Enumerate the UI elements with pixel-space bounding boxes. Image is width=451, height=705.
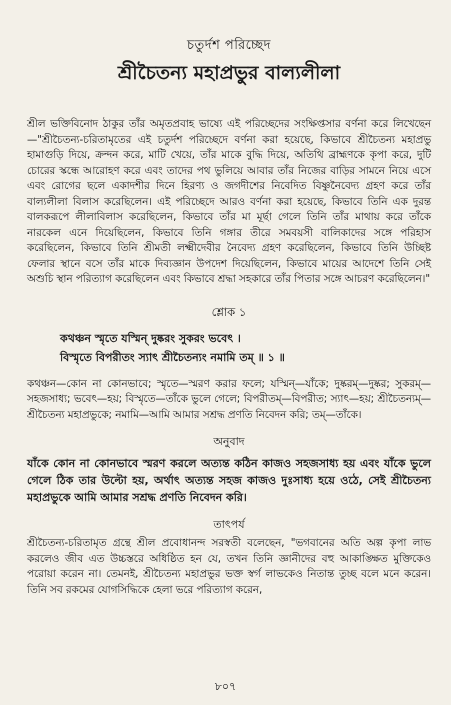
chapter-title: শ্রীচৈতন্য মহাপ্রভুর বাল্যলীলা <box>117 62 341 84</box>
word-synonyms: কথঞ্চন—কোন না কোনভাবে; স্মৃতে—স্মরণ করার ফলে; যস্মিন্—যাঁকে; দুষ্করম্—দুষ্কর; সুকরম্—সহজসাধ্য; ভবেৎ—হয়; বিস্মৃতে—তাঁকে ভুলে গেলে; বিপরীতম্—বিপরীত; স্যাৎ—হয়; শ্রীচৈতন্যম্—শ্রীচৈতন্য মহাপ্রভুকে; নমামি—আমি আমার সশ্রদ্ধ প্রণতি নিবেদন করি; তম্—তাঁকে। <box>27 377 431 421</box>
purport-heading: তাৎপর্য <box>213 518 245 531</box>
sloka-heading: শ্লোক ১ <box>211 304 247 319</box>
translation-heading: অনুবাদ <box>213 435 245 448</box>
verse-line-2: বিস্মৃতে বিপরীতং স্যাৎ শ্রীচৈতন্যং নমামি তম্ ॥ ১ ॥ <box>60 350 285 364</box>
chapter-number: চতুর্দশ পরিচ্ছেদ <box>187 38 271 53</box>
chapter-summary: শ্রীল ভক্তিবিনোদ ঠাকুর তাঁর অমৃতপ্রবাহ ভাষ্যে এই পরিচ্ছেদের সংক্ষিপ্তসার বর্ণনা করে লিখেছেন—"শ্রীচৈতন্য-চরিতামৃতের এই চতুর্দশ পরিচ্ছেদে বর্ণনা করা হয়েছে, কিভাবে শ্রীচৈতন্য মহাপ্রভু হামাগুড়ি দিয়ে, ক্রন্দন করে, মাটি খেয়ে, তাঁর মাকে বুদ্ধি দিয়ে, অতিথি ব্রাহ্মণকে কৃপা করে, দুটি চোরের স্কন্ধে আরোহণ করে এবং তাদের পথ ভুলিয়ে আবার তাঁর নিজের বাড়ির সামনে নিয়ে এসে এবং রোগের ছলে একাদশীর দিনে হিরণ্য ও জগদীশের নিবেদিত বিষ্ণুনৈবেদ্য গ্রহণ করে তাঁর বাল্যলীলা বিলাস করেছিলেন। এই পরিচ্ছেদে আরও বর্ণনা করা হয়েছে, কিভাবে তিনি এক দুরন্ত বালকরূপে লীলাবিলাস করেছিলেন, কিভাবে তাঁর মা মূর্ছা গেলে তিনি তাঁর মাথায় করে তাঁকে নারকেল এনে দিয়েছিলেন, কিভাবে তিনি গঙ্গার তীরে সমবয়সী বালিকাদের সঙ্গে পরিহাস করেছিলেন, কিভাবে তিনি শ্রীমতী লক্ষ্মীদেবীর নৈবেদ্য গ্রহণ করেছিলেন, কিভাবে তিনি উচ্ছিষ্ট ফেলার স্থানে বসে তাঁর মাকে দিব্যজ্ঞান উপদেশ দিয়েছিলেন, কিভাবে মায়ের আদেশে তিনি সেই অশুচি স্থান পরিত্যাগ করেছিলেন এবং কিভাবে শ্রদ্ধা সহকারে তাঁর পিতার সঙ্গে আচরণ করেছিলেন।" <box>27 118 431 285</box>
page-number: ৮০৭ <box>214 680 237 693</box>
translation-text: যাঁকে কোন না কোনভাবে স্মরণ করলে অত্যন্ত কঠিন কাজও সহজসাধ্য হয় এবং যাঁকে ভুলে গেলে ঠিক তার উল্টো হয়, অর্থাৎ অত্যন্ত সহজ কাজও দুঃসাধ্য হয়ে ওঠে, সেই শ্রীচৈতন্য মহাপ্রভুকে আমি আমার সশ্রদ্ধ প্রণতি নিবেদন করি। <box>27 457 431 504</box>
sloka-verse <box>60 329 431 367</box>
purport-text: শ্রীচৈতন্য-চরিতামৃত গ্রন্থে শ্রীল প্রবোধানন্দ সরস্বতী বলেছেন, "ভগবানের অতি অল্প কৃপা লাভ করলেও জীব এত উচ্চস্তরে অধিষ্ঠিত হন যে, তখন তিনি জ্ঞানীদের বহু আকাঙ্ক্ষিত মুক্তিকেও পরোয়া করেন না। তেমনই, শ্রীচৈতন্য মহাপ্রভুর ভক্ত স্বর্গ লাভকেও নিতান্ত তুচ্ছ বলে মনে করেন। তিনি সব রকমের যোগসিদ্ধিকে হেলা ভরে পরিত্যাগ করেন, <box>27 537 431 596</box>
verse-line-1: কথঞ্চন স্মৃতে যস্মিন্ দুষ্করং সুকরং ভবেৎ । <box>60 331 241 345</box>
